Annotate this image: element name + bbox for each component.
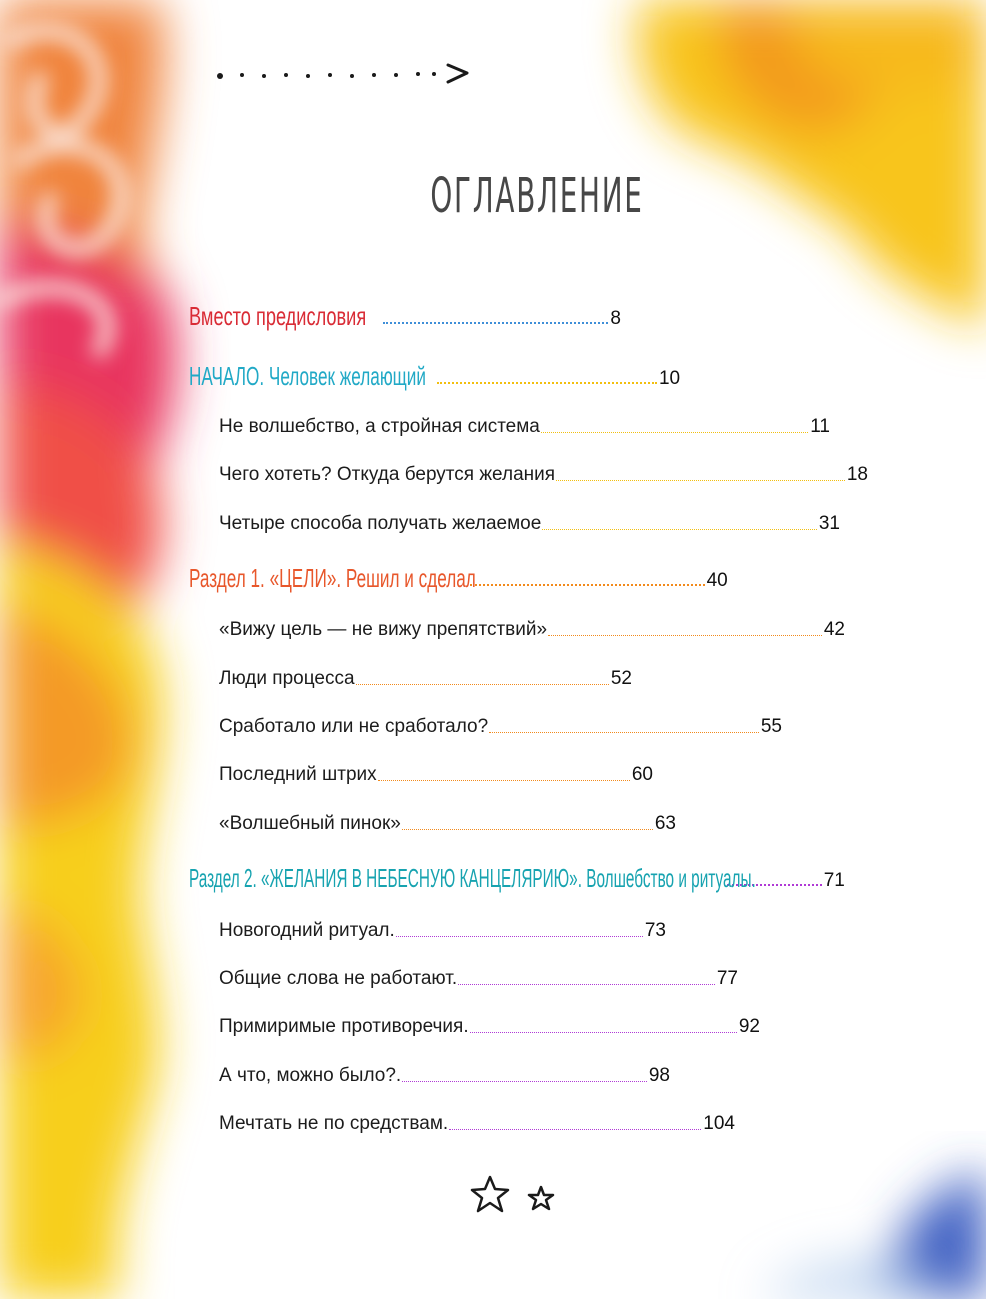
toc-entry-label: НАЧАЛО. Человек желающий <box>189 361 426 391</box>
toc-entry-label: А что, можно было?. <box>219 1065 402 1086</box>
leader-dots <box>541 432 808 433</box>
toc-entry-page: 77 <box>716 968 738 989</box>
toc-entry-page: 10 <box>658 368 681 389</box>
toc-entry[interactable] <box>189 562 728 592</box>
toc-entry-page: 73 <box>644 920 666 941</box>
toc-entry-page: 52 <box>610 668 632 689</box>
leader-dots <box>356 684 609 685</box>
toc-entry-page: 55 <box>760 716 782 737</box>
toc-entry[interactable] <box>219 1057 670 1087</box>
toc-entry-page: 104 <box>703 1113 735 1134</box>
leader-dots <box>556 480 845 481</box>
toc-entry-label: «Волшебный пинок» <box>219 813 401 834</box>
toc-entry[interactable] <box>219 756 653 786</box>
leader-dots <box>402 829 653 830</box>
toc-entry-label: Новогодний ритуал. <box>219 920 395 941</box>
toc-entry[interactable] <box>189 360 680 390</box>
leader-dots <box>378 780 630 781</box>
leader-dots <box>402 1081 647 1082</box>
leader-dots <box>458 984 715 985</box>
dotted-arrow-icon <box>212 60 472 90</box>
toc-entry[interactable] <box>219 805 676 835</box>
star-icon <box>470 1174 510 1214</box>
leader-dots <box>396 936 643 937</box>
toc-entry-label: Мечтать не по средствам. <box>219 1113 449 1134</box>
leader-dots <box>548 635 822 636</box>
toc-entry-label: Вместо предисловия <box>189 301 367 331</box>
toc-entry-label: Чего хотеть? Откуда берутся желания <box>219 464 556 485</box>
toc-entry-page: 98 <box>648 1065 670 1086</box>
toc-entry[interactable] <box>219 912 666 942</box>
toc-entry-label: Раздел 1. «ЦЕЛИ». Решил и сделал <box>189 563 476 593</box>
toc-entry-page: 71 <box>823 870 845 891</box>
toc-entry-label: Общие слова не работают. <box>219 968 458 989</box>
toc-entry[interactable] <box>219 708 782 738</box>
toc-entry-page: 18 <box>846 464 868 485</box>
toc-entry-page: 40 <box>706 570 728 591</box>
toc-entry-label: Примиримые противоречия. <box>219 1016 469 1037</box>
toc-entry-page: 11 <box>810 416 830 437</box>
toc-entry-label: Раздел 2. «ЖЕЛАНИЯ В НЕБЕСНУЮ КАНЦЕЛЯРИЮ». Волшебство и ритуалы. <box>189 863 756 893</box>
toc-entry[interactable] <box>219 1105 735 1135</box>
leader-dots <box>542 529 817 530</box>
toc-entry[interactable] <box>219 660 632 690</box>
toc-entry[interactable] <box>219 1008 760 1038</box>
small-star-icon <box>527 1184 555 1212</box>
toc-entry-page: 42 <box>823 619 845 640</box>
toc-entry[interactable] <box>219 408 830 438</box>
toc-entry[interactable] <box>189 862 845 892</box>
leader-dots <box>449 1129 701 1130</box>
toc-entry-page: 31 <box>818 513 840 534</box>
leader-dots <box>437 382 657 384</box>
toc-entry[interactable] <box>219 456 868 486</box>
leader-dots <box>489 732 759 733</box>
toc-entry[interactable] <box>219 960 738 990</box>
toc-entry-label: Четыре способа получать желаемое <box>219 513 542 534</box>
toc-entry-page: 92 <box>738 1016 760 1037</box>
toc-entry-label: Люди процесса <box>219 668 355 689</box>
leader-dots <box>470 584 705 586</box>
toc-entry[interactable] <box>219 505 840 535</box>
toc-entry-label: Сработало или не сработало? <box>219 716 489 737</box>
toc-entry-page: 63 <box>654 813 676 834</box>
toc-entry-page: 60 <box>631 764 653 785</box>
toc-entry-page: 8 <box>610 308 621 329</box>
leader-dots <box>383 322 608 324</box>
toc-entry[interactable] <box>219 611 845 641</box>
toc-entry-label: «Вижу цель — не вижу препятствий» <box>219 619 548 640</box>
toc-entry-label: Не волшебство, а стройная система <box>219 416 540 437</box>
page-title: ОГЛАВЛЕНИЕ <box>430 168 644 224</box>
toc-entry[interactable] <box>189 300 621 330</box>
toc-entry-label: Последний штрих <box>219 764 377 785</box>
leader-dots <box>470 1032 737 1033</box>
